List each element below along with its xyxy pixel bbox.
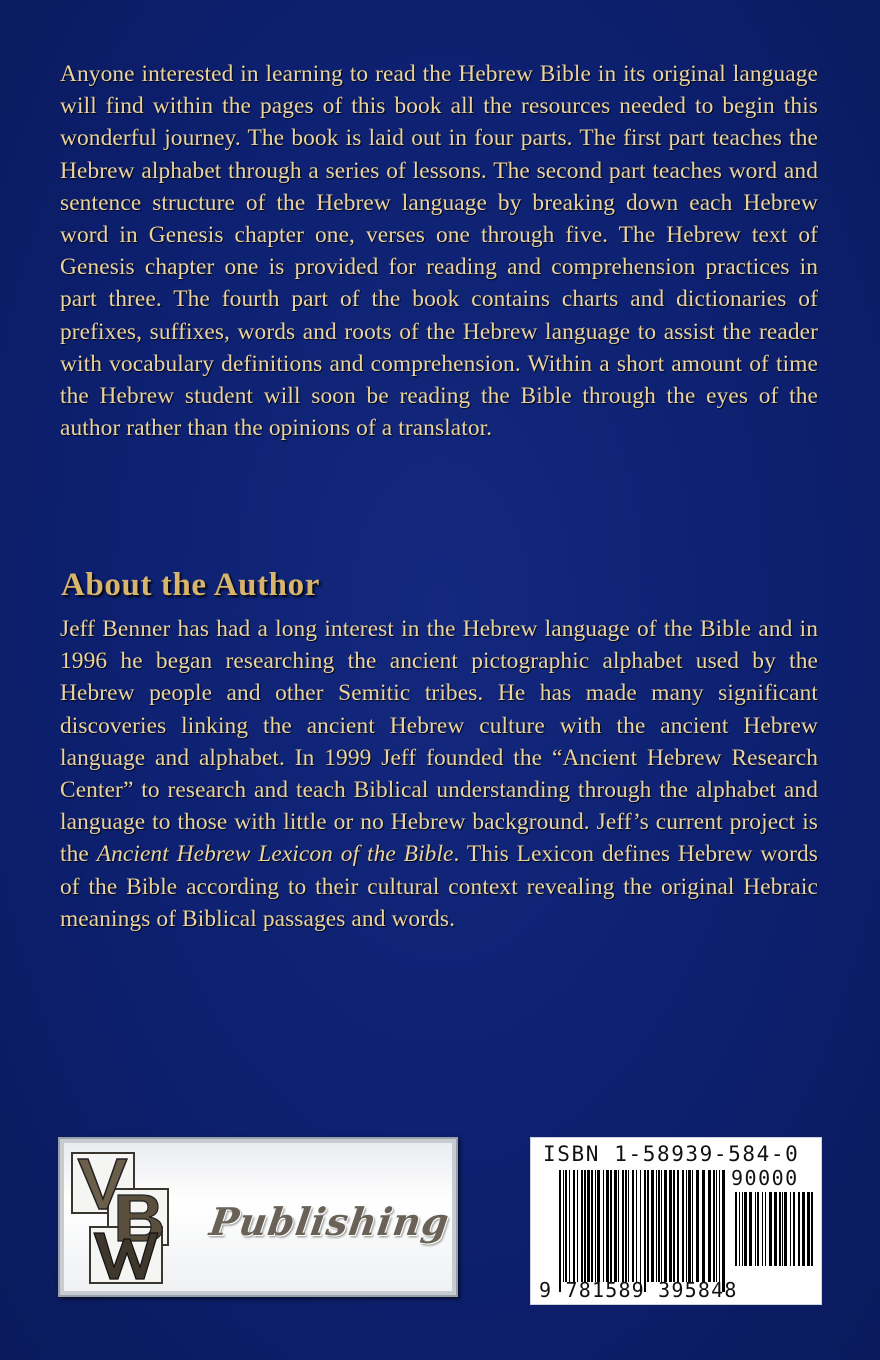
- barcode-bar: [790, 1192, 791, 1266]
- barcode-bar: [584, 1170, 586, 1282]
- barcode-bar: [749, 1192, 752, 1266]
- barcode-bar: [632, 1170, 634, 1282]
- barcode-bar: [563, 1170, 564, 1282]
- barcode-bar: [669, 1170, 672, 1282]
- addon-barcode-bars: [735, 1192, 815, 1276]
- barcode-bar: [807, 1192, 810, 1266]
- barcode-bar: [774, 1192, 777, 1266]
- barcode-bar: [651, 1170, 654, 1282]
- barcode-bar: [757, 1192, 759, 1266]
- barcode-bar: [782, 1192, 783, 1266]
- barcode-bar: [762, 1192, 763, 1266]
- barcode-bar: [798, 1192, 800, 1266]
- barcode-bar: [647, 1170, 649, 1282]
- barcode-bar: [696, 1170, 699, 1282]
- author-bio-text-end: . This Lexicon defines Hebrew words of the Bible according to their cultural context revealing the original Hebraic meanings of Biblical passages and words.: [60, 841, 818, 932]
- barcode-bar: [779, 1192, 781, 1266]
- publisher-logo: [58, 1137, 458, 1297]
- barcode-bar: [603, 1170, 604, 1282]
- barcode-bar: [742, 1192, 743, 1266]
- lexicon-title: Ancient Hebrew Lexicon of the Bible: [96, 841, 454, 868]
- barcode-bar: [640, 1170, 641, 1292]
- author-bio-text: Jeff Benner has had a long interest in the Hebrew language of the Bible and in 1996 he began researching the ancient pictographic alphabet used by the Hebrew people and other Semitic tribes. He has made many significant discoveries linking the ancient Hebrew culture with the ancient Hebrew language and alphabet. In 1999 Jeff founded the “Ancient Hebrew Research Center” to research and teach Biblical understanding through the alphabet and language to those with little or no Hebrew background. Jeff’s current project is the: [60, 616, 818, 868]
- barcode-bar: [569, 1170, 570, 1282]
- barcode-bar: [559, 1170, 561, 1292]
- barcode-bar: [719, 1170, 720, 1282]
- barcode-bar: [618, 1170, 619, 1282]
- barcode-bar: [716, 1170, 717, 1282]
- ean-digits: 9 781589 395848: [539, 1278, 738, 1302]
- barcode-bar: [769, 1192, 772, 1266]
- author-bio: [60, 613, 818, 935]
- barcode-bar: [591, 1170, 593, 1282]
- barcode-bar: [692, 1170, 693, 1282]
- barcode-bar: [573, 1170, 575, 1282]
- barcode-bar: [708, 1170, 711, 1282]
- barcode-bar: [765, 1192, 766, 1266]
- barcode-bar: [688, 1170, 691, 1282]
- barcode-bar: [673, 1170, 675, 1282]
- barcode-bar: [744, 1192, 747, 1266]
- barcode-bar: [636, 1170, 637, 1282]
- barcode-bar: [628, 1170, 629, 1282]
- barcode-bar: [735, 1192, 737, 1266]
- publishing-wordmark: Publishing: [206, 1199, 453, 1244]
- barcode-bar: [739, 1192, 740, 1266]
- barcode-bar: [722, 1170, 725, 1292]
- barcode-bar: [664, 1170, 667, 1282]
- barcode-bar: [682, 1170, 684, 1282]
- barcode-bar: [784, 1192, 787, 1266]
- barcode-bar: [581, 1170, 583, 1282]
- barcode-bar: [702, 1170, 705, 1282]
- barcode-bar: [793, 1192, 795, 1266]
- barcode-bar: [755, 1192, 756, 1266]
- barcode-bar: [587, 1170, 590, 1282]
- barcode-bar: [622, 1170, 624, 1282]
- barcode-bar: [597, 1170, 600, 1282]
- barcode-bar: [713, 1170, 715, 1282]
- price-code: 90000: [731, 1166, 799, 1190]
- barcode-bar: [577, 1170, 578, 1282]
- vbw-logo-icon: [70, 1149, 205, 1287]
- back-cover-blurb: Anyone interested in learning to read the Hebrew Bible in its original language will find within the pages of this book all the resources needed to begin this wonderful journey. The book is laid out in four parts. The first part teaches the Hebrew alphabet through a series of lessons. The second part teaches word and sentence structure of the Hebrew language by breaking down each Hebrew word in Genesis chapter one, verses one through five. The Hebrew text of Genesis chapter one is provided for reading and comprehension practices in part three. The fourth part of the book contains charts and dictionaries of prefixes, suffixes, words and roots of the Hebrew language to assist the reader with vocabulary definitions and comprehension. Within a short amount of time the Hebrew student will soon be reading the Bible through the eyes of the author rather than the opinions of a translator.: [60, 61, 818, 442]
- barcode-bar: [614, 1170, 617, 1282]
- barcode-bar: [802, 1192, 805, 1266]
- barcode-bar: [610, 1170, 612, 1282]
- barcode-bar: [565, 1170, 567, 1282]
- barcode-bar: [606, 1170, 609, 1282]
- barcode-bar: [661, 1170, 662, 1282]
- isbn-number: ISBN 1-58939-584-0: [543, 1142, 800, 1166]
- about-author-heading: About the Author: [61, 567, 320, 603]
- isbn-barcode: [530, 1137, 822, 1305]
- barcode-bar: [677, 1170, 679, 1282]
- barcode-bar: [811, 1192, 813, 1266]
- barcode-bar: [686, 1170, 687, 1282]
- barcode-bar: [625, 1170, 627, 1282]
- ean-barcode-bars: [559, 1170, 729, 1292]
- barcode-bar: [595, 1170, 596, 1282]
- barcode-bar: [656, 1170, 657, 1282]
- barcode-bar: [658, 1170, 660, 1282]
- barcode-bar: [644, 1170, 646, 1292]
